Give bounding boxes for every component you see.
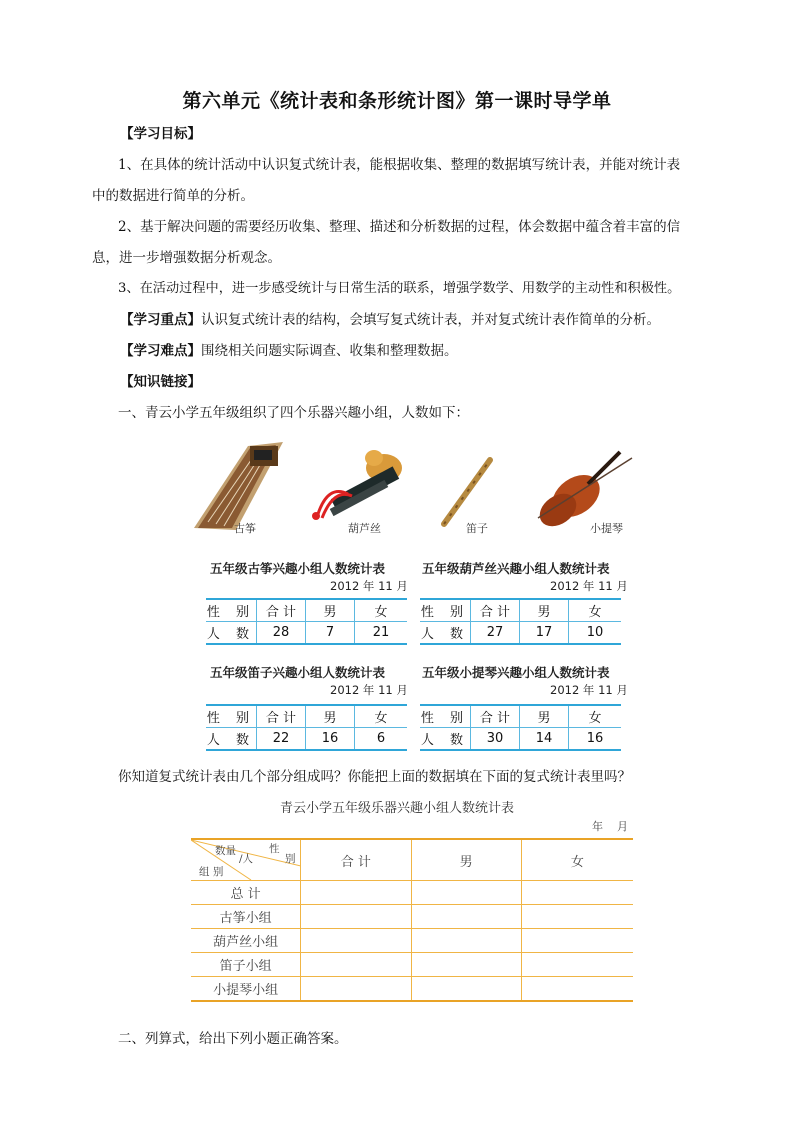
caption-dizi: 笛子 (466, 522, 488, 535)
dizi-table-date: 2012 年 11 月 (330, 683, 408, 697)
dizi-table-title: 五年级笛子兴趣小组人数统计表 (210, 665, 386, 680)
empty-cell[interactable] (521, 977, 633, 1002)
hulusi-table-date: 2012 年 11 月 (550, 579, 628, 593)
row-label: 人 数 (420, 622, 471, 645)
row-label: 小提琴小组 (191, 977, 301, 1002)
empty-cell[interactable] (411, 929, 521, 953)
empty-cell[interactable] (411, 977, 521, 1002)
header-group: 组 别 (199, 866, 224, 878)
caption-hulusi: 葫芦丝 (348, 522, 381, 535)
objectives-heading: 【学习目标】 (120, 126, 201, 142)
value-male: 7 (306, 622, 355, 645)
objective-3: 3、在活动过程中，进一步感受统计与日常生活的联系，增强学数学、用数学的主动性和积极性。 (118, 281, 681, 296)
value-female: 21 (355, 622, 408, 645)
empty-cell[interactable] (301, 881, 411, 905)
diagonal-header-cell (191, 839, 301, 881)
header-gender-b: 别 (285, 853, 296, 865)
empty-cell[interactable] (521, 905, 633, 929)
value-total: 28 (257, 622, 306, 645)
objective-1-line-2: 中的数据进行简单的分析。 (92, 188, 254, 204)
combined-table (191, 838, 633, 1002)
header-total: 合 计 (471, 705, 520, 728)
header-gender: 性 别 (206, 599, 257, 622)
row-label: 笛子小组 (191, 953, 301, 977)
column-total: 合 计 (301, 839, 411, 881)
row-label: 古筝小组 (191, 905, 301, 929)
header-male: 男 (306, 599, 355, 622)
table-row (191, 929, 633, 953)
header-total: 合 计 (471, 599, 520, 622)
guzheng-table (206, 598, 407, 645)
row-label: 人 数 (206, 622, 257, 645)
key-point-text: 认识复式统计表的结构，会填写复式统计表，并对复式统计表作简单的分析。 (201, 312, 660, 328)
guzheng-table-date: 2012 年 11 月 (330, 579, 408, 593)
value-total: 22 (257, 728, 306, 751)
value-total: 27 (471, 622, 520, 645)
value-female: 6 (355, 728, 408, 751)
objective-2-line-1: 2、基于解决问题的需要经历收集、整理、描述和分析数据的过程，体会数据中蕴含着丰富的信 (118, 219, 681, 235)
big-table-title: 青云小学五年级乐器兴趣小组人数统计表 (279, 801, 514, 816)
row-label: 人 数 (420, 728, 471, 751)
value-male: 16 (306, 728, 355, 751)
guzheng-illustration (194, 442, 283, 530)
caption-violin: 小提琴 (590, 522, 623, 535)
header-female: 女 (355, 705, 408, 728)
empty-cell[interactable] (301, 905, 411, 929)
value-female: 16 (569, 728, 622, 751)
empty-cell[interactable] (521, 881, 633, 905)
big-table-date: 年 月 (592, 820, 628, 833)
table-row (191, 881, 633, 905)
empty-cell[interactable] (301, 953, 411, 977)
table-row (191, 953, 633, 977)
value-female: 10 (569, 622, 622, 645)
difficulty-text: 围绕相关问题实际调查、收集和整理数据。 (201, 343, 458, 359)
empty-cell[interactable] (411, 905, 521, 929)
objective-1-line-1: 1、在具体的统计活动中认识复式统计表，能根据收集、整理的数据填写统计表，并能对统计表 (118, 157, 681, 173)
violin-table (420, 704, 621, 751)
value-male: 14 (520, 728, 569, 751)
dizi-illustration (444, 460, 490, 524)
hulusi-table (420, 598, 621, 645)
objective-2-line-2: 息，进一步增强数据分析观念。 (92, 250, 281, 266)
empty-cell[interactable] (521, 929, 633, 953)
guzheng-table-title: 五年级古筝兴趣小组人数统计表 (210, 561, 386, 576)
caption-guzheng: 古筝 (234, 522, 256, 535)
empty-cell[interactable] (411, 953, 521, 977)
hulusi-illustration (312, 450, 402, 520)
header-gender: 性 别 (420, 599, 471, 622)
header-female: 女 (569, 599, 622, 622)
header-female: 女 (569, 705, 622, 728)
value-male: 17 (520, 622, 569, 645)
row-label: 葫芦丝小组 (191, 929, 301, 953)
table-row (191, 905, 633, 929)
empty-cell[interactable] (411, 881, 521, 905)
difficulty-label: 【学习难点】 (120, 343, 201, 359)
key-point (120, 305, 660, 335)
column-male: 男 (411, 839, 521, 881)
dizi-table (206, 704, 407, 751)
header-female: 女 (355, 599, 408, 622)
header-total: 合 计 (257, 705, 306, 728)
column-female: 女 (521, 839, 633, 881)
header-gender: 性 别 (206, 705, 257, 728)
header-unit: /人 (239, 853, 254, 865)
header-male: 男 (520, 599, 569, 622)
empty-cell[interactable] (301, 929, 411, 953)
header-male: 男 (520, 705, 569, 728)
hulusi-table-title: 五年级葫芦丝兴趣小组人数统计表 (422, 561, 610, 576)
empty-cell[interactable] (521, 953, 633, 977)
page-title: 第六单元《统计表和条形统计图》第一课时导学单 (182, 90, 612, 112)
header-male: 男 (306, 705, 355, 728)
violin-table-title: 五年级小提琴兴趣小组人数统计表 (422, 665, 610, 680)
violin-table-date: 2012 年 11 月 (550, 683, 628, 697)
key-point-label: 【学习重点】 (120, 312, 201, 328)
question-1-text: 一、青云小学五年级组织了四个乐器兴趣小组，人数如下： (118, 405, 469, 421)
value-total: 30 (471, 728, 520, 751)
difficulty (120, 336, 458, 366)
question-text: 你知道复式统计表由几个部分组成吗？你能把上面的数据填在下面的复式统计表里吗？ (118, 769, 631, 785)
table-row (191, 977, 633, 1002)
question-2-text: 二、列算式，给出下列小题正确答案。 (118, 1031, 348, 1047)
links-heading: 【知识链接】 (120, 374, 201, 390)
header-total: 合 计 (257, 599, 306, 622)
row-label: 总 计 (191, 881, 301, 905)
header-quantity: 数量 (215, 845, 236, 857)
header-gender-a: 性 (269, 843, 280, 855)
empty-cell[interactable] (301, 977, 411, 1002)
row-label: 人 数 (206, 728, 257, 751)
header-gender: 性 别 (420, 705, 471, 728)
